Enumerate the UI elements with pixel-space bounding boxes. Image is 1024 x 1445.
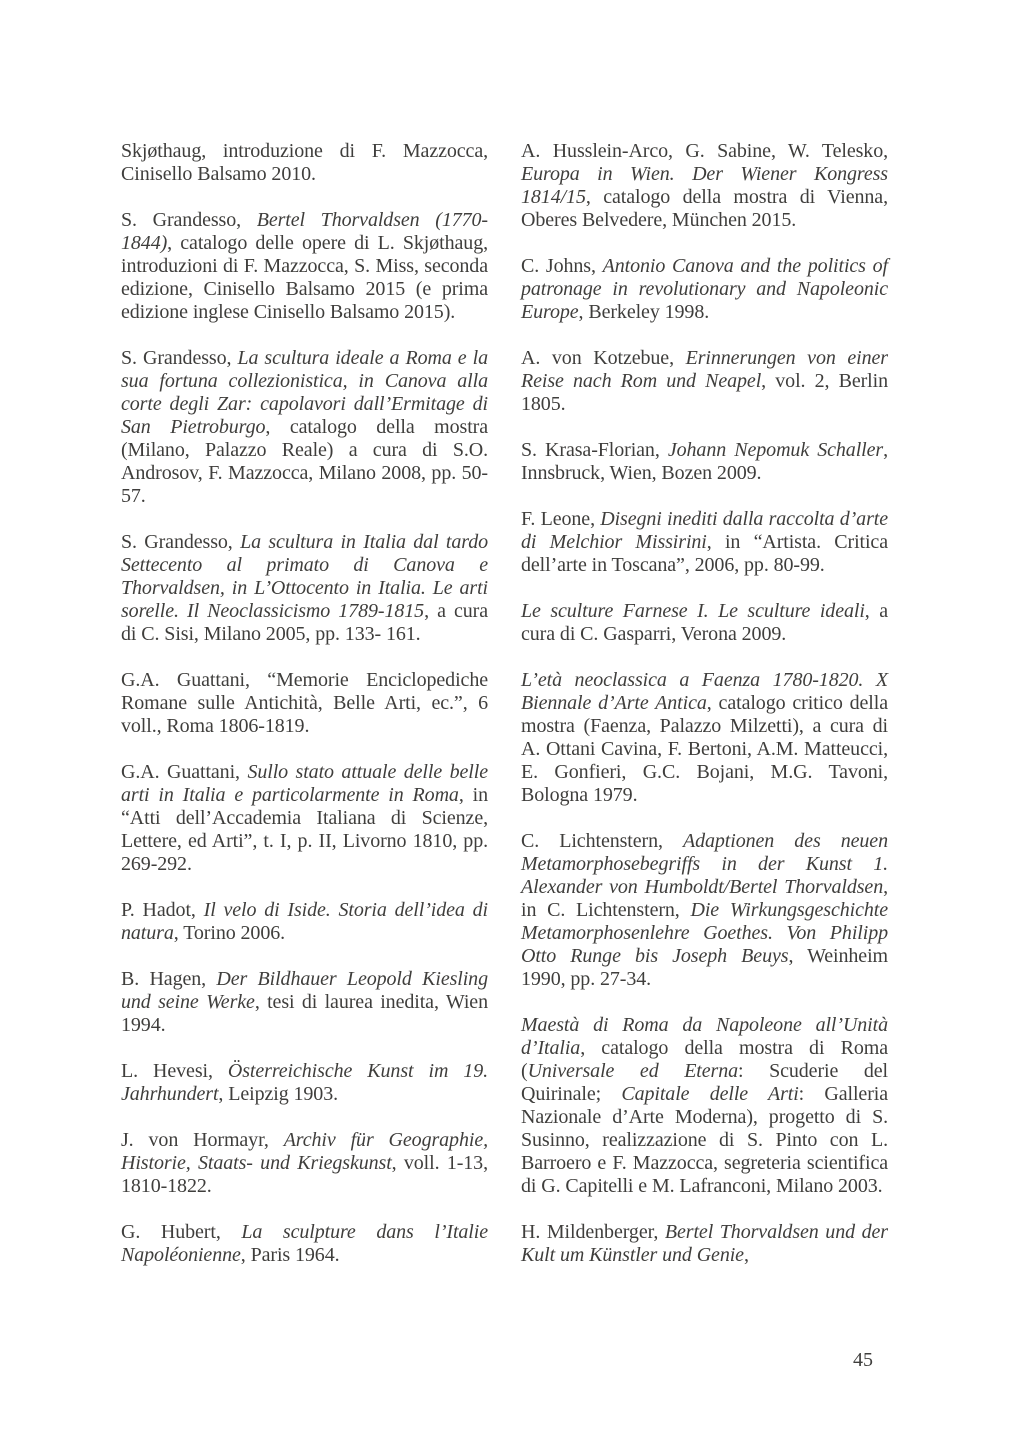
entry-text: : Scuderie del Quirinale; xyxy=(521,1060,888,1105)
entry-title-italic: La sculpture dans l’Italie Napoléonienne xyxy=(121,1221,488,1266)
entry-text: , Paris 1964. xyxy=(240,1244,340,1266)
entry-text: , Berkeley 1998. xyxy=(578,301,710,323)
entry-text: G. Hubert, xyxy=(121,1221,242,1243)
entry-text: S. Grandesso, xyxy=(121,531,241,553)
entry-text: S. Krasa-Florian, xyxy=(521,439,668,461)
entry-title-italic: Capitale delle Arti xyxy=(621,1083,799,1105)
entry-title-italic: Der Bildhauer Leopold Kiesling und seine Werke xyxy=(121,968,488,1013)
bibliography-entry xyxy=(121,140,488,186)
entry-title-italic: Johann Nepomuk Schaller xyxy=(667,439,884,461)
bibliography-entry xyxy=(521,255,888,324)
entry-text: , Leipzig 1903. xyxy=(218,1083,339,1105)
entry-text: , Innsbruck, Wien, Bozen 2009. xyxy=(521,439,888,484)
entry-text: P. Hadot, xyxy=(121,899,204,921)
entry-text: , in “Artista. Critica dell’arte in Toscana”, 2006, pp. 80-99. xyxy=(521,531,888,576)
entry-title-italic: Universale ed Eterna xyxy=(527,1060,739,1082)
entry-text: C. Lichtenstern, xyxy=(521,830,683,852)
entry-title-italic: Maestà di Roma da Napoleone all’Unità d’Italia xyxy=(521,1014,888,1059)
entry-text: B. Hagen, xyxy=(121,968,217,990)
entry-text: , tesi di laurea inedita, Wien 1994. xyxy=(121,991,488,1036)
entry-title-italic: Adaptionen des neuen Metamorphosebegriffs in der Kunst 1. Alexander von Humboldt/Bertel Thorvaldsen xyxy=(521,830,888,898)
entry-text: , a cura di C. Gasparri, Verona 2009. xyxy=(521,600,889,645)
entry-text: G.A. Guattani, “Memorie Enciclopediche Romane sulle Antichità, Belle Arti, ec.”, 6 voll., Roma 1806-1819. xyxy=(121,669,488,737)
entry-text: A. Husslein-Arco, G. Sabine, W. Telesko, xyxy=(521,140,888,162)
entry-title-italic: L’età neoclassica a Faenza 1780-1820. X Biennale d’Arte Antica xyxy=(521,669,888,714)
entry-text: C. Johns, xyxy=(521,255,603,277)
bibliography-entry xyxy=(121,761,488,876)
entry-title-italic: Archiv für Geographie, Historie, Staats- und Kriegskunst xyxy=(121,1129,488,1174)
bibliography-entry xyxy=(521,1221,888,1267)
bibliography-entry xyxy=(521,669,888,807)
entry-text: , catalogo della mostra di Vienna, Oberes Belvedere, München 2015. xyxy=(521,186,888,231)
entry-text: , Weinheim 1990, pp. 27-34. xyxy=(521,945,888,990)
bibliography-entry xyxy=(521,508,888,577)
entry-title-italic: Sullo stato attuale delle belle arti in Italia e particolarmente in Roma xyxy=(121,761,488,806)
bibliography-entry xyxy=(521,439,888,485)
entry-title-italic: Bertel Thorvaldsen und der Kult um Künstler und Genie xyxy=(521,1221,888,1266)
bibliography-entry xyxy=(521,347,888,416)
page-number: 45 xyxy=(853,1349,873,1371)
entry-title-italic: Die Wirkungsgeschichte Metamorphosenlehre Goethes. Von Philipp Otto Runge bis Joseph Beuys xyxy=(521,899,888,967)
bibliography-entry xyxy=(121,347,488,508)
bibliography-entry xyxy=(121,209,488,324)
bibliography-entry xyxy=(521,600,888,646)
entry-text: H. Mildenberger, xyxy=(521,1221,665,1243)
entry-text: S. Grandesso, xyxy=(121,209,257,231)
entry-text: , a cura di C. Sisi, Milano 2005, pp. 133- 161. xyxy=(121,600,488,645)
bibliography-entry xyxy=(521,140,888,232)
entry-text: , catalogo critico della mostra (Faenza, Palazzo Milzetti), a cura di A. Ottani Cavina, F. Bertoni, A.M. Matteucci, E. Gonfieri, G.C. Bojani, M.G. Tavoni, Bologna 1979. xyxy=(521,692,889,806)
bibliography-entry xyxy=(521,1014,888,1198)
bibliography-column-right xyxy=(521,140,888,1267)
entry-title-italic: Europa in Wien. Der Wiener Kongress 1814/15 xyxy=(521,163,888,208)
entry-title-italic: Erinnerungen von einer Reise nach Rom und Neapel xyxy=(521,347,888,392)
bibliography-entry xyxy=(121,1221,488,1267)
entry-text: , catalogo della mostra (Milano, Palazzo Reale) a cura di S.O. Androsov, F. Mazzocca, Milano 2008, pp. 50-57. xyxy=(121,416,488,507)
bibliography-entry xyxy=(121,669,488,738)
entry-title-italic: Il velo di Iside. Storia dell’idea di natura xyxy=(121,899,488,944)
entry-text: S. Grandesso, xyxy=(121,347,238,369)
bibliography-entry xyxy=(121,1129,488,1198)
entry-text: F. Leone, xyxy=(521,508,601,530)
entry-text: , in “Atti dell’Accademia Italiana di Scienze, Lettere, ed Arti”, t. I, p. II, Livorno 1810, pp. 269-292. xyxy=(121,784,488,875)
bibliography xyxy=(121,140,888,1267)
entry-title-italic: La scultura in Italia dal tardo Settecento al primato di Canova e Thorvaldsen, in L’Ottocento in Italia. Le arti sorelle. Il Neoclassicismo 1789-1815 xyxy=(121,531,488,622)
entry-title-italic: Antonio Canova and the politics of patronage in revolutionary and Napoleonic Europe xyxy=(521,255,888,323)
entry-text: , in C. Lichtenstern, xyxy=(521,876,888,921)
entry-text: , catalogo delle opere di L. Skjøthaug, introduzioni di F. Mazzocca, S. Miss, seconda edizione, Cinisello Balsamo 2015 (e prima edizione inglese Cinisello Balsamo 2015). xyxy=(121,232,488,323)
entry-text: : Galleria Nazionale d’Arte Moderna), progetto di S. Susinno, realizzazione di S. Pinto con L. Barroero e F. Mazzocca, segreteria scientifica di G. Capitelli e M. Lafranconi, Milano 2003. xyxy=(521,1083,888,1197)
bibliography-entry xyxy=(521,830,888,991)
entry-text: , catalogo della mostra di Roma ( xyxy=(521,1037,888,1082)
bibliography-entry xyxy=(121,1060,488,1106)
entry-text: Skjøthaug, introduzione di F. Mazzocca, Cinisello Balsamo 2010. xyxy=(121,140,488,185)
entry-title-italic: Bertel Thorvaldsen (1770-1844) xyxy=(121,209,488,254)
bibliography-column-left xyxy=(121,140,488,1267)
entry-text: J. von Hormayr, xyxy=(121,1129,284,1151)
entry-text: , Torino 2006. xyxy=(173,922,286,944)
entry-title-italic: La scultura ideale a Roma e la sua fortuna collezionistica, in Canova alla corte degli Zar: capolavori dall’Ermitage di San Pietroburgo xyxy=(121,347,488,438)
bibliography-entry xyxy=(121,531,488,646)
entry-text: L. Hevesi, xyxy=(121,1060,228,1082)
entry-text: G.A. Guattani, xyxy=(121,761,248,783)
entry-text: , vol. 2, Berlin 1805. xyxy=(521,370,888,415)
entry-title-italic: Disegni inediti dalla raccolta d’arte di Melchior Missirini xyxy=(521,508,889,553)
entry-text: , xyxy=(743,1244,749,1266)
entry-text: A. von Kotzebue, xyxy=(521,347,686,369)
entry-title-italic: Österreichische Kunst im 19. Jahrhundert xyxy=(121,1060,488,1105)
bibliography-entry xyxy=(121,899,488,945)
entry-title-italic: Le sculture Farnese I. Le sculture ideali xyxy=(521,600,865,622)
bibliography-entry xyxy=(121,968,488,1037)
entry-text: , voll. 1-13, 1810-1822. xyxy=(121,1152,488,1197)
